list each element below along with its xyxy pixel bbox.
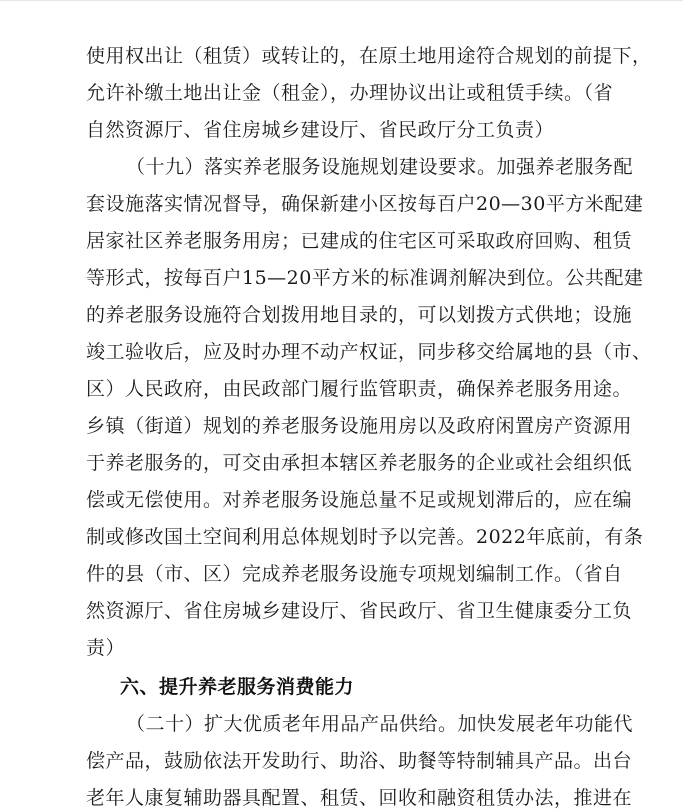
paragraph-line: 套设施落实情况督导，确保新建小区按每百户20—30平方米配建 [86, 193, 644, 215]
paragraph-line: （二十）扩大优质老年用品产品供给。加快发展老年功能代 [126, 713, 634, 735]
paragraph-line: 自然资源厅、省住房城乡建设厅、省民政厅分工负责） [86, 119, 555, 141]
paragraph-line: （十九）落实养老服务设施规划建设要求。加强养老服务配 [126, 156, 634, 178]
paragraph-line: 居家社区养老服务用房；已建成的住宅区可采取政府回购、租赁 [86, 230, 633, 252]
paragraph-line: 制或修改国土空间利用总体规划时予以完善。2022年底前，有条 [86, 526, 644, 548]
paragraph-line: 允许补缴土地出让金（租金），办理协议出让或租赁手续。（省 [86, 82, 614, 104]
paragraph-line: 然资源厅、省住房城乡建设厅、省民政厅、省卫生健康委分工负 [86, 600, 633, 622]
paragraph-line: 老年人康复辅助器具配置、租赁、回收和融资租赁办法，推进在 [86, 787, 633, 809]
paragraph-line: 乡镇（街道）规划的养老服务设施用房以及政府闲置房产资源用 [86, 415, 633, 437]
section-heading: 六、提升养老服务消费能力 [120, 676, 355, 698]
paragraph-line: 等形式，按每百户15—20平方米的标准调剂解决到位。公共配建 [86, 267, 644, 289]
paragraph-line: 的养老服务设施符合划拨用地目录的，可以划拨方式供地；设施 [86, 304, 633, 326]
paragraph-line: 责） [86, 637, 126, 659]
paragraph-line: 件的县（市、区）完成养老服务设施专项规划编制工作。（省自 [86, 563, 623, 585]
paragraph-line: 偿或无偿使用。对养老服务设施总量不足或规划滞后的，应在编 [86, 489, 633, 511]
paragraph-line: 于养老服务的，可交由承担本辖区养老服务的企业或社会组织低 [86, 452, 633, 474]
paragraph-line: 竣工验收后，应及时办理不动产权证，同步移交给属地的县（市、 [86, 341, 652, 363]
paragraph-line: 区）人民政府，由民政部门履行监管职责，确保养老服务用途。 [86, 378, 633, 400]
paragraph-line: 使用权出让（租赁）或转让的，在原土地用途符合规划的前提下， [86, 45, 652, 67]
paragraph-line: 偿产品，鼓励依法开发助行、助浴、助餐等特制辅具产品。出台 [86, 750, 633, 772]
page-top-edge [0, 0, 683, 1]
